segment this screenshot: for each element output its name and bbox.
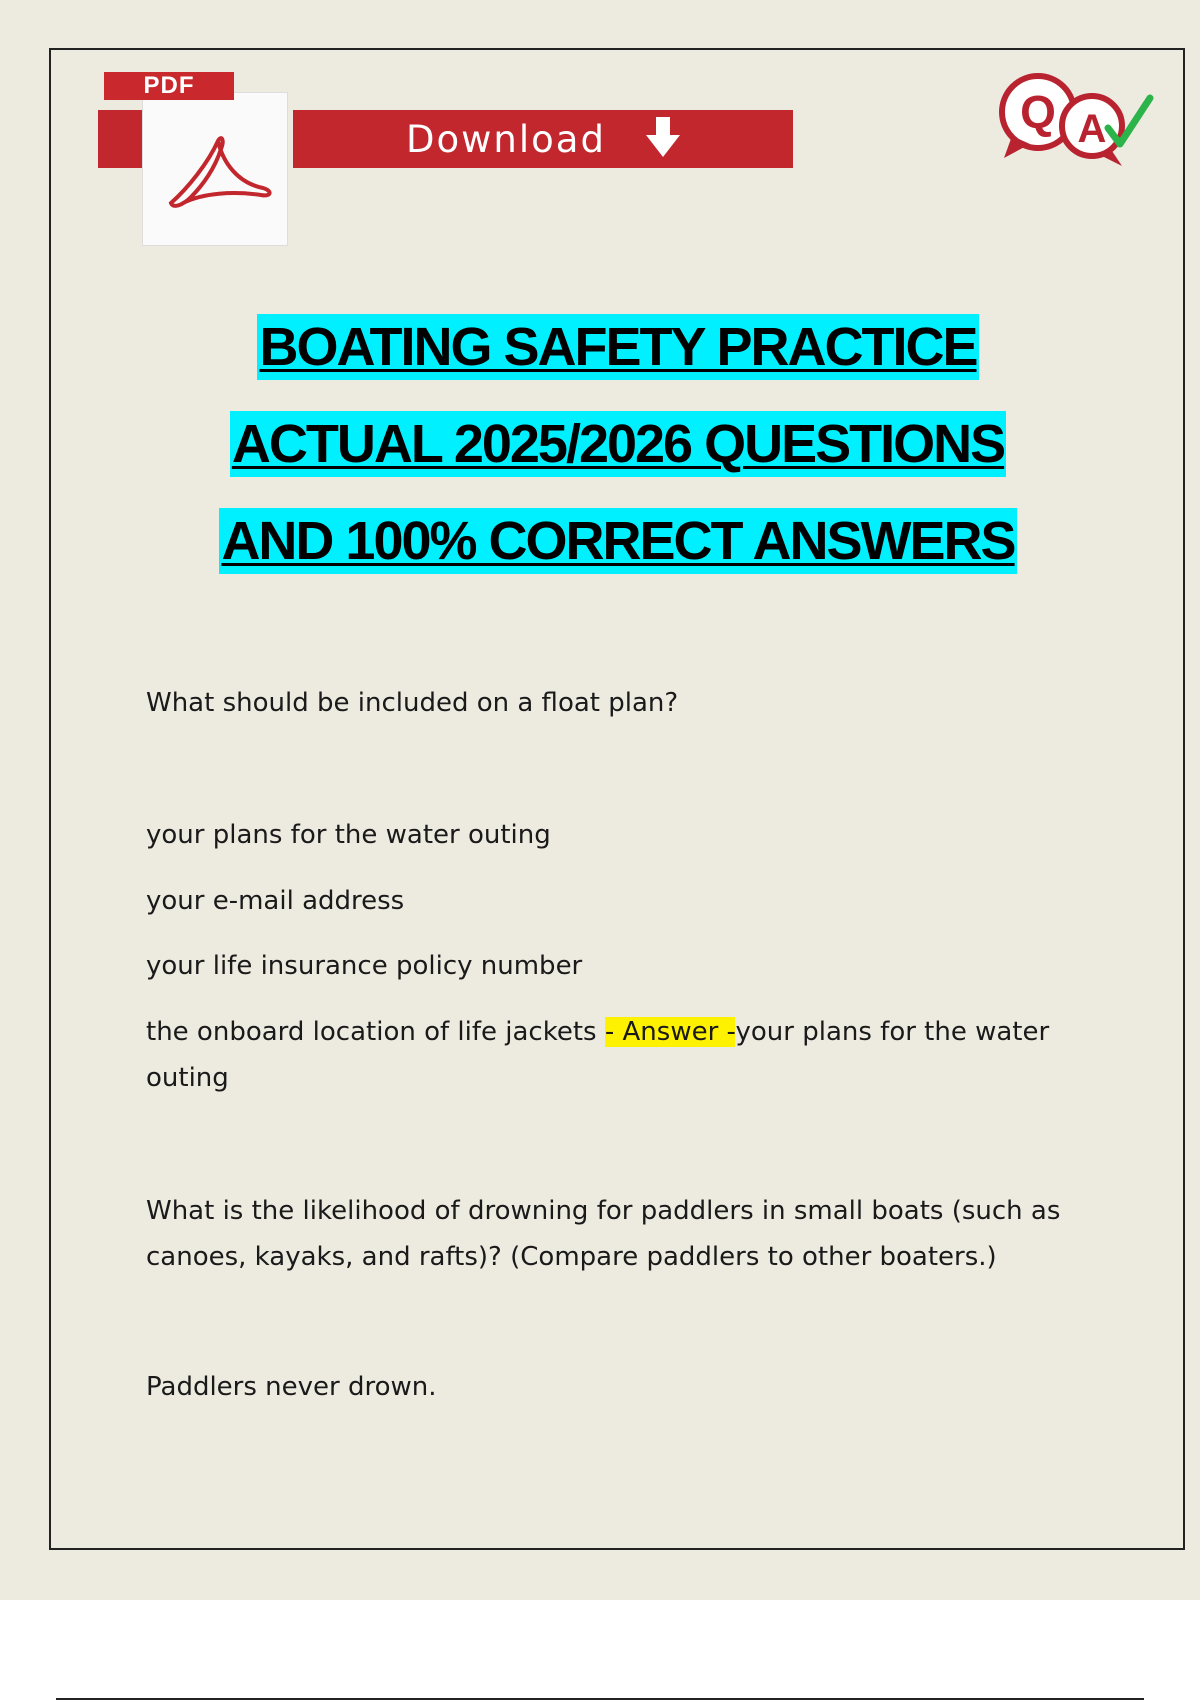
question-1-answer: your plans for the water outing [146, 1017, 1050, 1093]
pdf-tag: PDF [104, 72, 234, 100]
title-line-3: AND 100% CORRECT ANSWERS [219, 508, 1016, 574]
question-1-option-3: your life insurance policy number [146, 951, 583, 981]
qa-logo [990, 70, 1155, 170]
question-1-option-1: your plans for the water outing [146, 820, 551, 850]
download-label: Download [406, 117, 606, 161]
question-1-option-2: your e-mail address [146, 886, 405, 916]
download-button[interactable] [293, 110, 793, 168]
banner-left-bar [98, 110, 148, 168]
title-line-2: ACTUAL 2025/2026 QUESTIONS [230, 411, 1006, 477]
download-arrow-icon [646, 117, 680, 162]
question-1-option-4-with-answer [146, 1009, 1086, 1101]
page-frame [49, 48, 1185, 1550]
question-1-option-4: the onboard location of life jackets [146, 1017, 597, 1047]
qa-logo-q: Q [1020, 86, 1056, 138]
pdf-document-icon [142, 92, 288, 246]
document-title [60, 314, 1176, 605]
answer-marker: - Answer - [604, 1017, 736, 1047]
question-2: What is the likelihood of drowning for paddlers in small boats (such as canoes, kayaks, and rafts)? (Compare paddlers to other boaters.) [146, 1196, 1061, 1272]
title-line-1: BOATING SAFETY PRACTICE [257, 314, 978, 380]
pdf-download-banner[interactable] [98, 72, 794, 182]
question-1: What should be included on a float plan? [146, 688, 679, 718]
question-2-option-1: Paddlers never drown. [146, 1372, 437, 1402]
qa-logo-a: A [1077, 107, 1107, 151]
